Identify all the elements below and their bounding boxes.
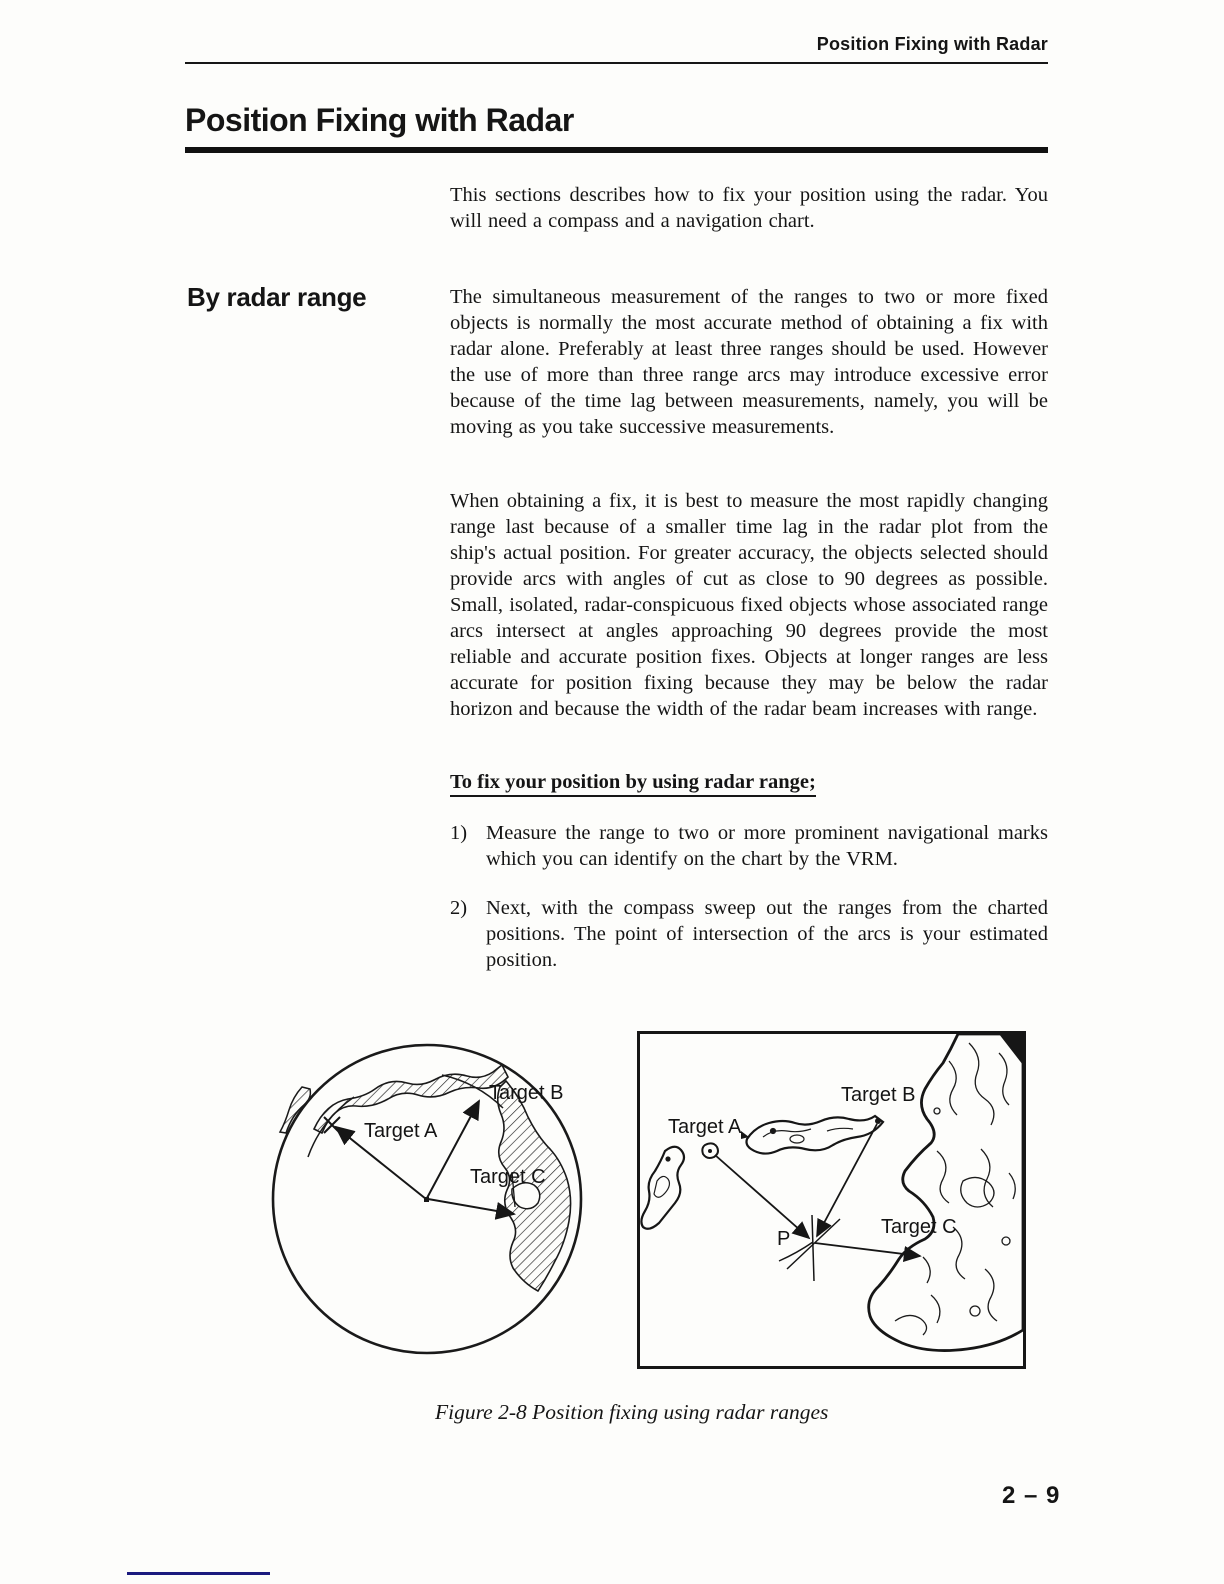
page-number: 2 – 9: [1002, 1482, 1061, 1509]
procedure-subheading: To fix your position by using radar range;: [450, 771, 816, 794]
title-rule: [185, 147, 1048, 153]
page-title: Position Fixing with Radar: [185, 102, 574, 138]
scan-artifact-bar: [127, 1572, 270, 1575]
range-line-a-to-p: [715, 1155, 809, 1238]
arrow-target-c: [428, 1199, 514, 1214]
target-b-mark: [875, 1118, 881, 1124]
target-a-label: Target A: [364, 1120, 438, 1142]
intro-paragraph: This sections describes how to fix your position using the radar. You will need a compass and a navigation chart.: [450, 184, 1048, 232]
list-item-text: Measure the range to two or more prominent navigational marks which you can identify on the chart by the VRM.: [486, 822, 1048, 870]
paragraph-radar-range-1: The simultaneous measurement of the ranges to two or more fixed objects is normally the most accurate method of obtaining a fix with radar alone. Preferably at least three ranges should be used. However the use of more than three range arcs may introduce excessive error because of the time lag between measurements, namely, you will be moving as you take successive measurements.: [450, 286, 1048, 438]
list-item-text: Next, with the compass sweep out the ranges from the charted positions. The point of intersection of the arcs is your estimated position.: [486, 897, 1048, 971]
section-side-label: By radar range: [187, 282, 367, 312]
list-item-number: 1): [450, 822, 468, 844]
range-line-p-to-c: [815, 1243, 920, 1256]
paragraph-radar-range-2: When obtaining a fix, it is best to measure the most rapidly changing range last because of a smaller time lag in the radar plot from the ship's actual position. For greater accuracy, the objects selected should provide arcs with angles of cut as close to 90 degrees as possible. Small, isolated, radar-conspicuous fixed objects whose associated range arcs intersect at angles approaching 90 degrees provide the most reliable and accurate position fixes. Objects at longer ranges are less accurate for position fixing because they may be below the radar horizon and because the width of the radar beam increases with range.: [450, 490, 1048, 720]
radar-scope-figure: [262, 1037, 594, 1365]
coastline-left: [280, 1087, 310, 1133]
target-c-label: Target C: [881, 1216, 957, 1238]
target-b-label: Target B: [841, 1084, 916, 1106]
target-c-label: Target C: [470, 1166, 546, 1188]
list-item-number: 2): [450, 897, 468, 919]
list-item: [450, 895, 1048, 973]
island-left: [641, 1147, 684, 1229]
chart-figure: [637, 1031, 1026, 1369]
chart-drawing: [637, 1031, 1026, 1369]
target-b-label: Target B: [489, 1082, 564, 1104]
list-item: [450, 820, 1048, 872]
figure-caption: Figure 2-8 Position fixing using radar ranges: [435, 1400, 829, 1424]
procedure-list: [450, 820, 1048, 996]
mainland-coastline: [869, 1034, 1023, 1351]
target-a-label: Target A: [668, 1116, 742, 1138]
running-header: Position Fixing with Radar: [816, 34, 1048, 54]
header-rule: [185, 62, 1048, 64]
position-p-label: P: [777, 1228, 791, 1250]
